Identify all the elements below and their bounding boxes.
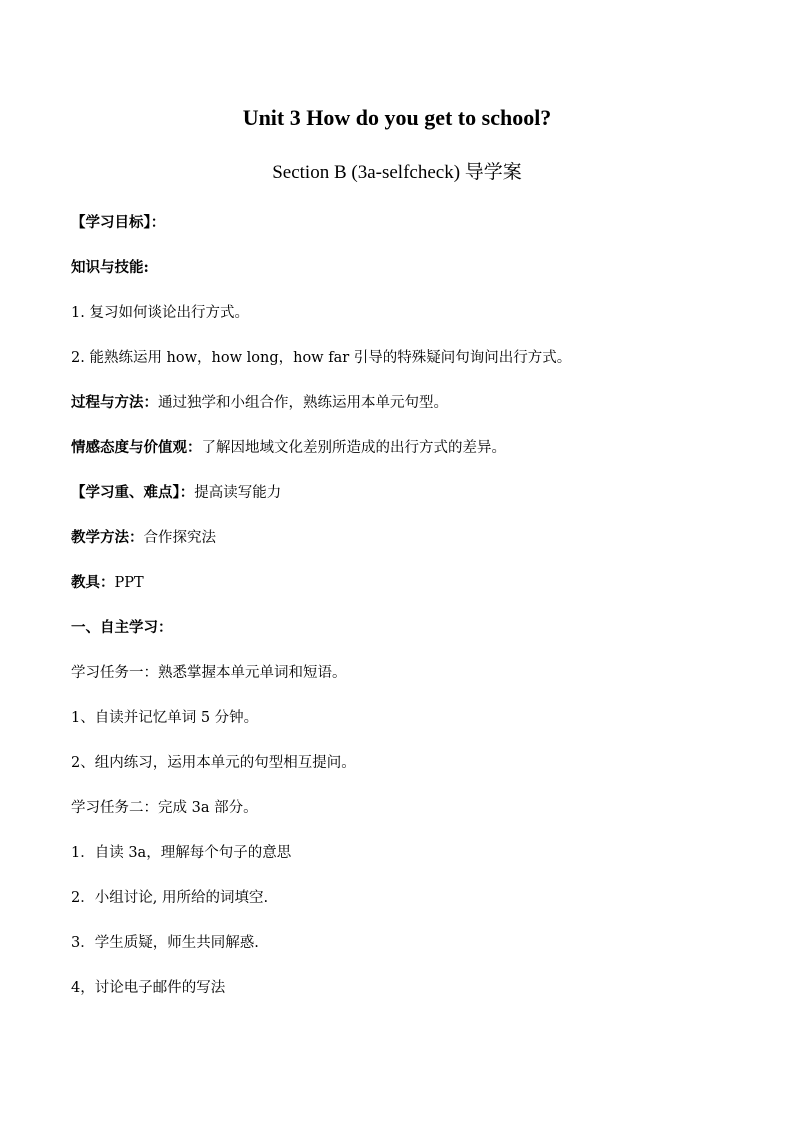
document-title: Unit 3 How do you get to school? bbox=[242, 105, 552, 130]
line-label: 教具： bbox=[71, 574, 115, 591]
section-knowledge-skills bbox=[71, 255, 731, 300]
task-two-step-1 bbox=[71, 840, 731, 885]
section-learning-goals bbox=[71, 210, 731, 255]
task-two bbox=[71, 795, 731, 840]
line-label: 过程与方法： bbox=[71, 394, 158, 411]
line-text: 学习任务一：熟悉掌握本单元单词和短语。 bbox=[71, 665, 347, 681]
document-body bbox=[71, 210, 731, 1020]
section-teaching-method bbox=[71, 525, 731, 570]
task-two-step-2 bbox=[71, 885, 731, 930]
line-text: PPT bbox=[114, 575, 144, 591]
section-key-points bbox=[71, 480, 731, 525]
line-label: 情感态度与价值观： bbox=[71, 439, 202, 456]
line-label: 【学习重、难点】： bbox=[71, 484, 195, 501]
line-label: 教学方法： bbox=[71, 529, 144, 546]
section-emotion-values bbox=[71, 435, 731, 480]
line-text: 3．学生质疑，师生共同解惑. bbox=[71, 935, 259, 951]
line-text: 合作探究法 bbox=[143, 530, 216, 546]
line-text: 了解因地域文化差别所造成的出行方式的差异。 bbox=[201, 440, 506, 456]
task-one-step-2 bbox=[71, 750, 731, 795]
line-text: 1、自读并记忆单词 5 分钟。 bbox=[71, 710, 259, 726]
section-teaching-aids bbox=[71, 570, 731, 615]
line-label: 知识与技能: bbox=[71, 259, 149, 276]
goal-item-1 bbox=[71, 300, 731, 345]
line-text: 2．小组讨论, 用所给的词填空. bbox=[71, 890, 269, 906]
line-text: 学习任务二：完成 3a 部分。 bbox=[71, 800, 258, 816]
line-label: 【学习目标】： bbox=[71, 214, 166, 231]
task-two-step-3 bbox=[71, 930, 731, 975]
line-text: 2. 能熟练运用 how，how long，how far 引导的特殊疑问句询问出行方式。 bbox=[71, 350, 572, 366]
goal-item-2 bbox=[71, 345, 731, 390]
line-text: 2、组内练习，运用本单元的句型相互提问。 bbox=[71, 755, 356, 771]
section-process-methods bbox=[71, 390, 731, 435]
line-label: 一、自主学习： bbox=[71, 619, 173, 636]
line-text: 1. 复习如何谈论出行方式。 bbox=[71, 305, 249, 321]
line-text: 提高读写能力 bbox=[194, 485, 282, 501]
task-one bbox=[71, 660, 731, 705]
document-subtitle: Section B (3a-selfcheck) 导学案 bbox=[272, 162, 522, 183]
line-text: 4，讨论电子邮件的写法 bbox=[71, 980, 226, 996]
section-self-study bbox=[71, 615, 731, 660]
line-text: 通过独学和小组合作，熟练运用本单元句型。 bbox=[158, 395, 448, 411]
task-two-step-4 bbox=[71, 975, 731, 1020]
task-one-step-1 bbox=[71, 705, 731, 750]
line-text: 1．自读 3a，理解每个句子的意思 bbox=[71, 845, 292, 861]
